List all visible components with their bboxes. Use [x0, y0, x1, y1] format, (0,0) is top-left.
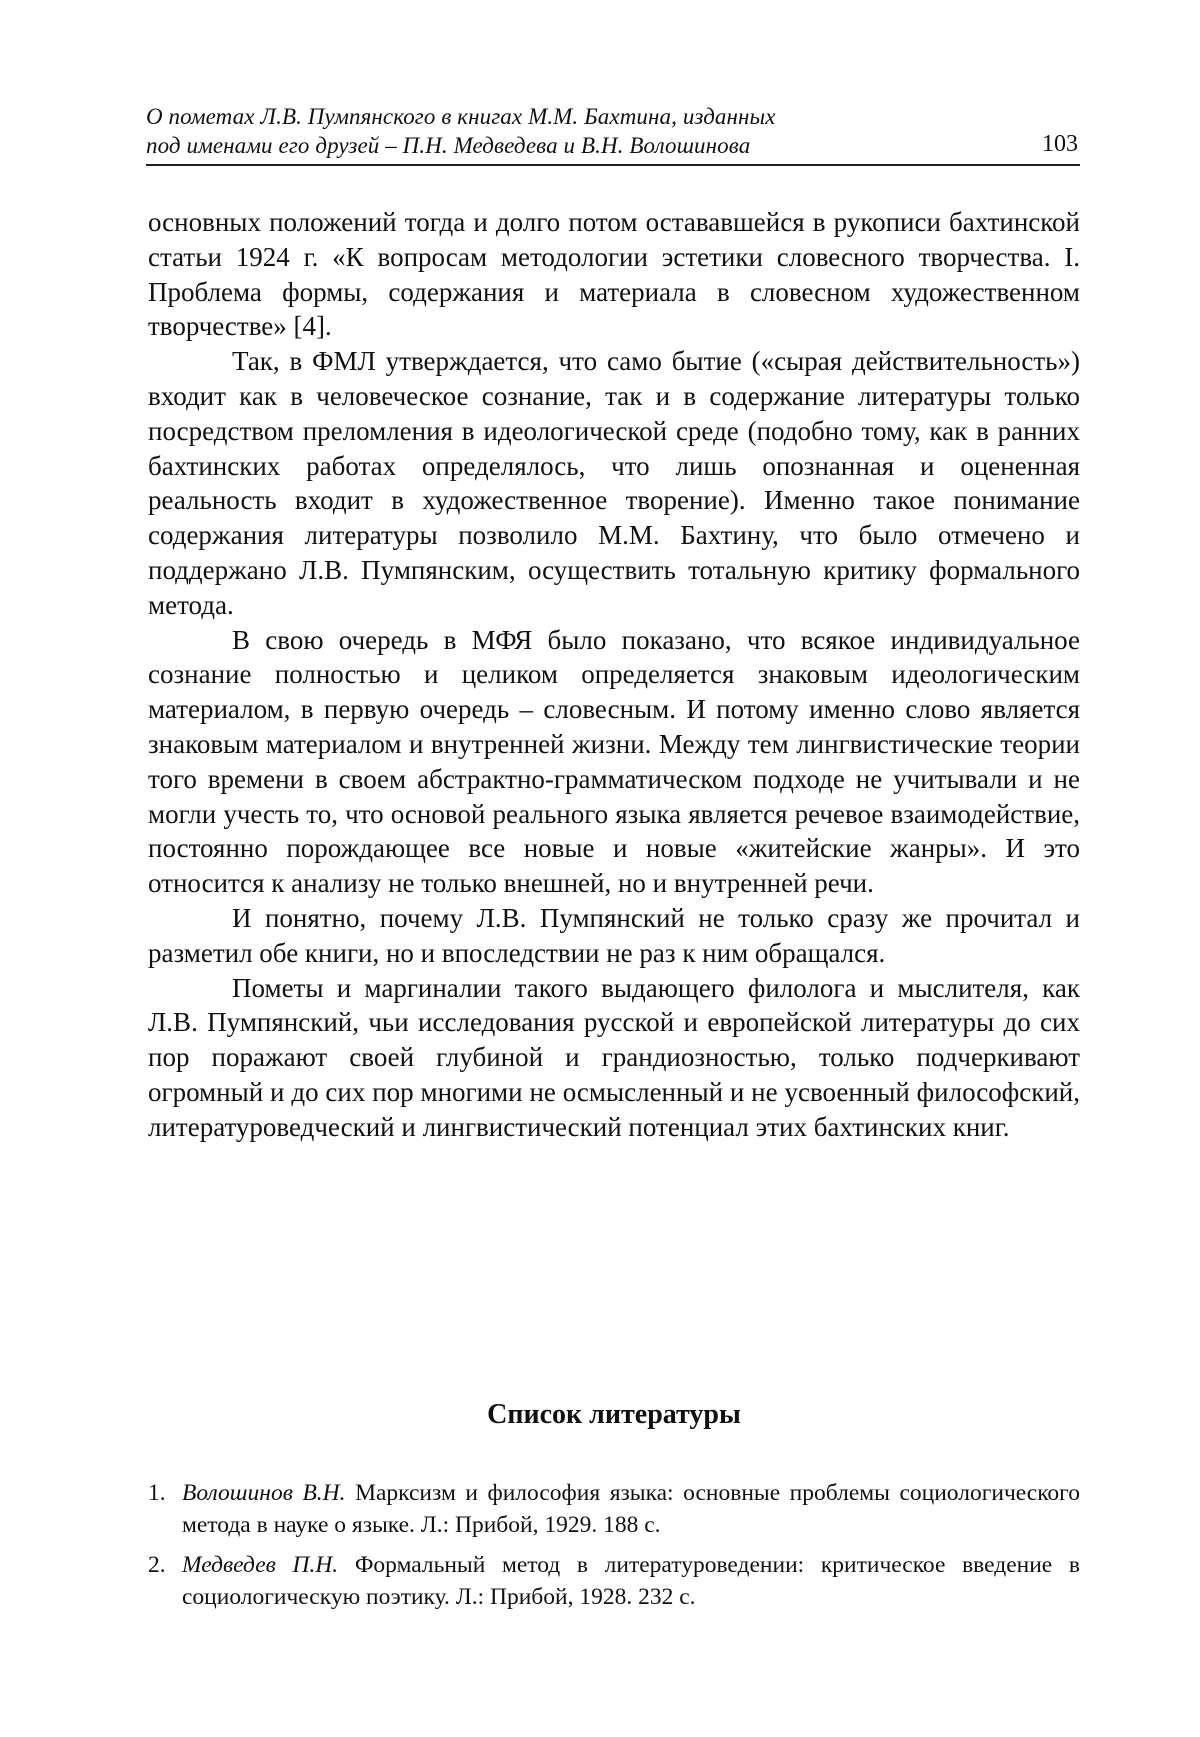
running-header-line-1: О пометах Л.В. Пумпянского в книгах М.М. Бахтина, изданных: [146, 104, 776, 129]
reference-number: 1.: [148, 1480, 166, 1506]
references-heading: Список литературы: [487, 1399, 741, 1430]
running-header: [146, 102, 1080, 166]
reference-item: [148, 1549, 1080, 1613]
paragraph-2: Так, в ФМЛ утверждается, что само бытие («сырая действительность») входит как в человеческое сознание, так и в содержание литературы только посредством преломления в идеологической среде (подобно тому, как в ранних бахтинских работах определялось, что лишь опознанная и оцененная реальность входит в художественное творение). Именно такое понимание содержания литературы позволило М.М. Бахтину, что было отмечено и поддержано Л.В. Пумпянским, осуществить тотальную критику формального метода.: [148, 346, 1080, 620]
reference-text: Формальный метод в литературоведении: критическое введение в социологическую поэтику. Л.: Прибой, 1928. 232 с.: [182, 1552, 1080, 1610]
reference-item: [148, 1477, 1080, 1541]
references-list: [148, 1477, 1080, 1621]
running-header-line-2: под именами его друзей – П.Н. Медведева и В.Н. Волошинова: [146, 133, 751, 158]
paragraph-1: основных положений тогда и долго потом остававшейся в рукописи бахтинской статьи 1924 г. «К вопросам методологии эстетики словесного творчества. I. Проблема формы, содержания и материала в словесном художественном творчестве» [4].: [148, 207, 1080, 342]
paragraph-4: И понятно, почему Л.В. Пумпянский не только сразу же прочитал и разметил обе книги, но и впоследствии не раз к ним обращался.: [148, 902, 1080, 968]
page-number: 103: [1042, 131, 1078, 157]
body-text: [148, 205, 1080, 1145]
paragraph-3: В свою очередь в МФЯ было показано, что всякое индивидуальное сознание полностью и целиком определяется знаковым идеологическим материалом, в первую очередь – словесным. И потому именно слово является знаковым материалом и внутренней жизни. Между тем лингвистические теории того времени в своем абстрактно-грамматическом подходе не учитывали и не могли учесть то, что основой реального языка является речевое взаимодействие, постоянно порождающее все новые и новые «житейские жанры». И это относится к анализу не только внешней, но и внутренней речи.: [148, 624, 1080, 899]
reference-author: Волошинов В.Н.: [182, 1480, 346, 1506]
running-header-title: [146, 102, 946, 160]
reference-number: 2.: [148, 1552, 166, 1578]
paragraph-5: Пометы и маргиналии такого выдающего филолога и мыслителя, как Л.В. Пумпянский, чьи исследования русской и европейской литературы до сих пор поражают своей глубиной и грандиозностью, только подчеркивают огромный и до сих пор многими не осмысленный и не усвоенный философский, литературоведческий и лингвистический потенциал этих бахтинских книг.: [148, 972, 1080, 1142]
reference-author: Медведев П.Н.: [182, 1552, 339, 1578]
reference-text: Марксизм и философия языка: основные проблемы социологического метода в науке о языке. Л.: Прибой, 1929. 188 с.: [182, 1480, 1080, 1538]
